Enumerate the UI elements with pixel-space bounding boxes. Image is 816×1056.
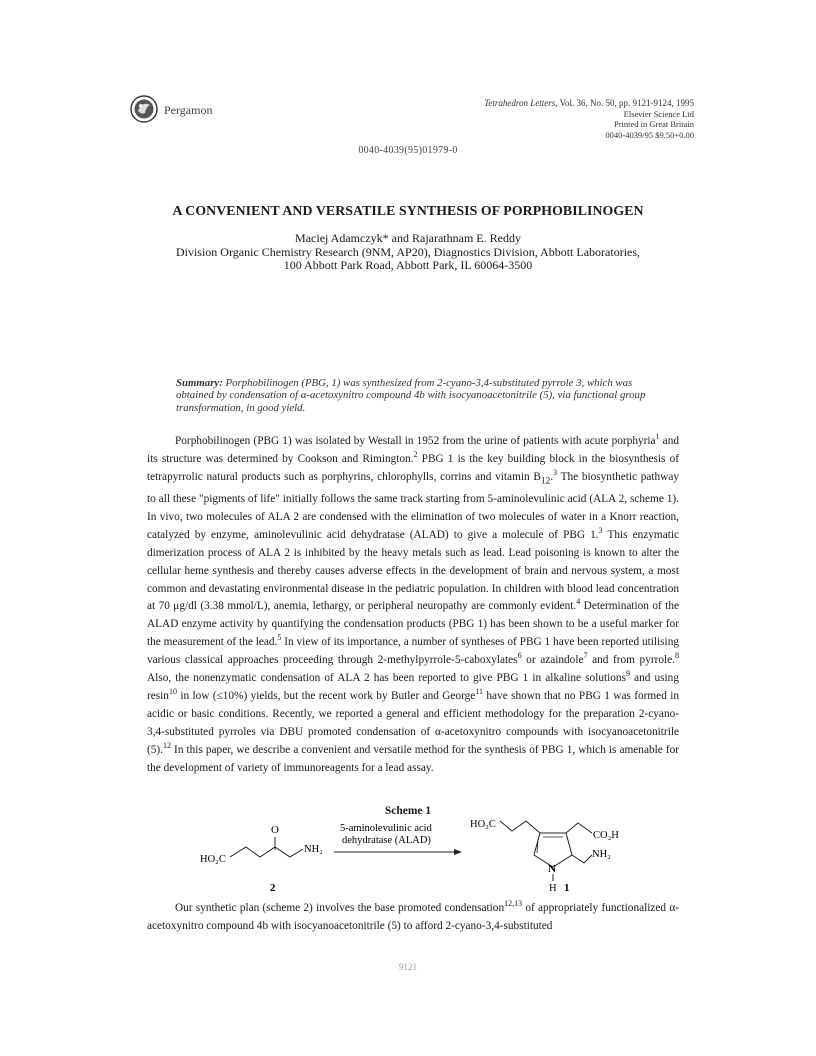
ref: 11: [475, 687, 484, 697]
text-run: have shown that no PBG 1 was formed in acidic or basic conditions. Recently, we reported a general and efficient methodology for the preparation 2-cyano-3,4-substituted pyrroles via DBU promoted condensation of α-acetoxynitro compounds with isocyanoacetonitrile (5).: [147, 689, 679, 756]
text-run: The biosynthetic pathway to all these "pigments of life" initially follows the same track starting from 5-aminolevulinic acid (ALA 2, scheme 1). In vivo, two molecules of ALA 2 are condensed with the elimination of two molecules of water in a Knorr reaction, catalyzed by enzyme, aminolevulinic acid dehydratase (ALAD) to give a molecule of PBG 1.: [147, 470, 679, 541]
paragraph-1: [147, 433, 679, 777]
reaction-arrow-head: [454, 849, 462, 855]
journal-citation: [484, 98, 694, 109]
subscript: 12: [540, 476, 551, 487]
authors: Maciej Adamczyk* and Rajarathnam E. Reddy: [295, 231, 521, 245]
ref: 2: [413, 450, 418, 460]
text-run: Our synthetic plan (scheme 2) involves the base promoted condensation: [175, 902, 505, 914]
journal-price: 0040-4039/95 $9.50+0.00: [605, 129, 694, 140]
pr-compound-number: 1: [564, 882, 570, 894]
publisher-logo-icon: [130, 95, 158, 123]
scheme-1-diagram: [170, 815, 690, 895]
affiliation-line-1: Division Organic Chemistry Research (9NM, AP20), Diagnostics Division, Abbott Laboratories,: [175, 244, 641, 259]
arrow-label-1: 5-aminolevulinic acid: [340, 823, 432, 834]
arrow-label-2: dehydratase (ALAD): [342, 835, 431, 846]
paragraph-2: [147, 900, 679, 936]
sm-chain: [230, 847, 303, 857]
pr-acid-label: HO₂C: [470, 819, 496, 830]
text-run: of appropriately functionalized α-acetoxynitro compound 4b with isocyanoacetonitrile (5) to afford 2-cyano-3,4-substituted: [147, 902, 679, 932]
sm-acid-label: HO₂C: [200, 854, 226, 865]
ref: 1: [655, 432, 660, 442]
pr-acid-chain: [500, 821, 540, 833]
summary-text: Porphobilinogen (PBG, 1) was synthesized from 2-cyano-3,4-substituted pyrrole 3, which was obtained by condensation of α-acetoxynitro compound 4b with isocyanoacetonitrile (5), via functional group transformation, in good yield.: [176, 377, 646, 414]
text-run: This enzymatic dimerization process of ALA 2 is inhibited by the heavy metals such as lead. Lead poisoning is known to alter the cellular heme synthesis and thereby causes adverse effects in the development of brain and nervous system, a most common and devastating environmental disease in the pediatric population. In children with blood lead concentration at 70 μg/dl (3.38 mmol/L), anemia, lethargy, or peripheral neuropathy are commonly evident.: [147, 528, 680, 613]
scheme-title: Scheme 1: [384, 805, 432, 817]
body-text-2: [147, 900, 679, 936]
text-run: Porphobilinogen (PBG 1) was isolated by Westall in 1952 from the urine of patients with acute porphyria: [175, 435, 656, 447]
affiliation-line-2: 100 Abbott Park Road, Abbott Park, IL 60064-3500: [283, 258, 533, 272]
journal-printed: Printed in Great Britain: [613, 119, 694, 129]
pr-propanoic-chain: [566, 823, 592, 833]
journal-publisher: Elsevier Science Ltd: [623, 108, 694, 119]
pr-ring-nitrogen: N: [548, 863, 556, 875]
text-run: Determination of the ALAD enzyme activity by quantifying the condensation products (PBG 1) has been shown to be a useful marker for the measurement of the lead.: [147, 600, 679, 649]
text-run: In this paper, we describe a convenient and versatile method for the synthesis of PBG 1, which is amenable for the development of variety of immunoreagents for a lead assay.: [147, 743, 679, 774]
body-text: [147, 433, 679, 777]
ref: 10: [168, 687, 177, 697]
ref: 3: [598, 526, 603, 536]
summary: [176, 377, 646, 414]
ref: 8: [675, 651, 680, 661]
pr-carboxyl-label: CO₂H: [593, 830, 619, 841]
pr-amine-label: NH₂: [592, 849, 611, 860]
ref: 12,13: [504, 899, 523, 909]
pr-ring-hydrogen: H: [549, 883, 557, 894]
text-run: .: [550, 470, 554, 483]
pr-aminomethyl-chain: [572, 855, 592, 863]
text-run: In view of its importance, a number of syntheses of PBG 1 have been reported utilising various classical approaches proceeding through 2-methylpyrrole-5-caboxylates: [147, 636, 679, 667]
sm-oxo-label: O: [271, 824, 279, 836]
ref: 6: [517, 651, 522, 661]
ref: 7: [583, 651, 588, 661]
ref: 12: [163, 740, 171, 750]
ref: 5: [277, 633, 282, 643]
document-code: 0040-4039(95)01979-0: [358, 145, 458, 156]
journal-info: [484, 98, 694, 140]
pyrrole-ring: [534, 833, 572, 867]
ref: 9: [625, 669, 630, 679]
ref: 4: [576, 597, 581, 607]
text-run: Also, the nonenzymatic condensation of ALA 2 has been reported to give PBG 1 in alkaline solutions: [147, 672, 626, 685]
sm-compound-number: 2: [270, 882, 276, 894]
text-run: and its structure was determined by Cookson and Rimington.: [147, 435, 679, 465]
ref: 3: [553, 468, 558, 478]
pyrrole-double-bond-2: [537, 839, 538, 853]
text-run: in low (≤10%) yields, but the recent work by Butler and George: [176, 689, 476, 702]
journal-volume: Vol. 36, No. 50, pp. 9121-9124, 1995: [559, 98, 694, 108]
page-number: 9121: [399, 962, 417, 972]
paper-title: A CONVENIENT AND VERSATILE SYNTHESIS OF PORPHOBILINOGEN: [172, 203, 644, 218]
author-block: [0, 232, 816, 273]
summary-label: Summary:: [176, 377, 223, 389]
journal-name: Tetrahedron Letters,: [484, 98, 558, 108]
sm-amine-label: NH₂: [304, 844, 323, 855]
text-run: PBG 1 is the key building block in the biosynthesis of tetrapyrrolic natural products such as porphyrins, chlorophylls, corrins and vitamin B: [147, 452, 679, 483]
text-run: and using resin: [147, 672, 679, 702]
publisher-name: Pergamon: [164, 103, 213, 117]
text-run: or azaindole: [521, 654, 584, 667]
text-run: and from pyrrole.: [587, 654, 676, 667]
